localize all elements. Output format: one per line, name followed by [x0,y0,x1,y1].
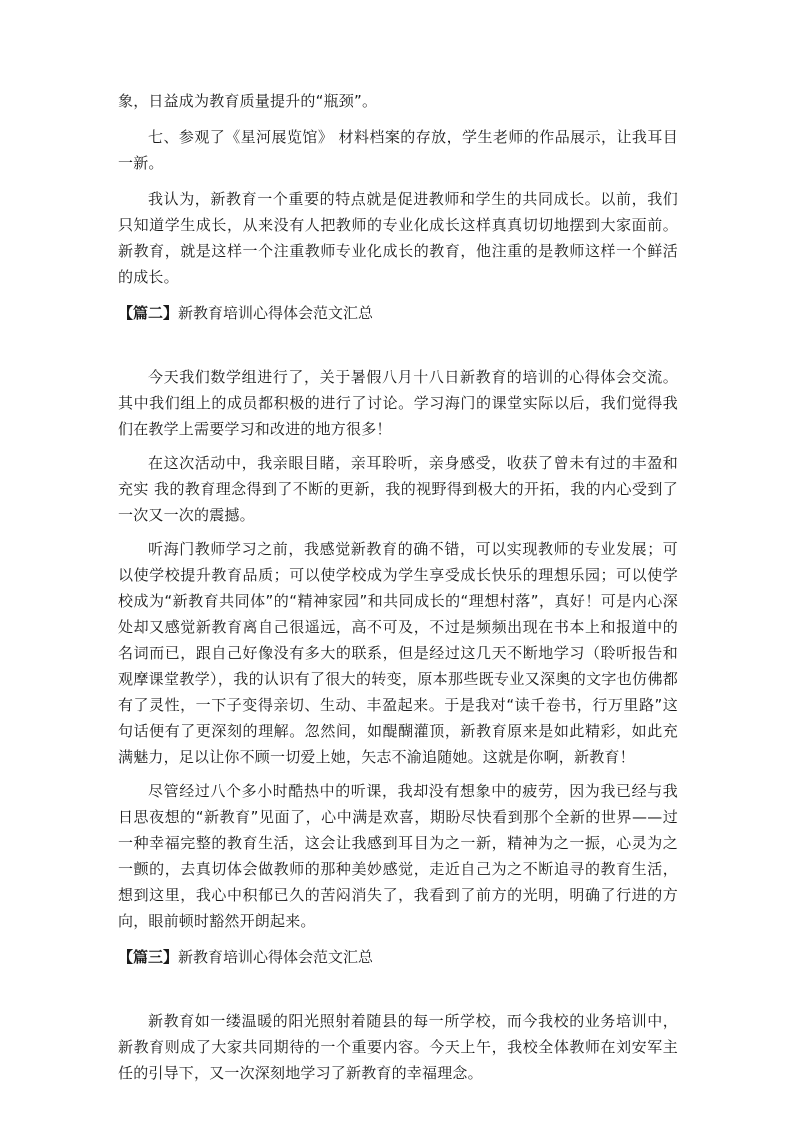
heading-title: 新教育培训心得体会范文汇总 [178,304,374,322]
paragraph-part-three-1: 新教育如一缕温暖的阳光照射着随县的每一所学校，而今我校的业务培训中，新教育则成了大家共同期待的一个重要内容。今天上午，我校全体教师在刘安军主任的引导下，又一次深刻地学习了新教育的幸福理念。 [118,1012,678,1082]
section-heading-part-three [118,944,678,970]
heading-bracket-label: 【篇三】 [118,948,179,966]
section-heading-part-two [118,300,678,326]
paragraph-part-two-2: 在这次活动中，我亲眼目睹，亲耳聆听，亲身感受，收获了曾未有过的丰盈和充实 我的教育理念得到了不断的更新，我的视野得到极大的开拓，我的内心受到了一次又一次的震撼。 [118,454,678,524]
paragraph-part-two-3: 听海门教师学习之前，我感觉新教育的确不错，可以实现教师的专业发展；可以使学校提升教育品质；可以使学校成为学生享受成长快乐的理想乐园；可以使学校成为“新教育共同体”的“精神家园”和共同成长的“理想村落”，真好！可是内心深处却又感觉新教育离自己很遥远，高不可及，不过是频频出现在书本上和报道中的名词而已，跟自己好像没有多大的联系，但是经过这几天不断地学习（聆听报告和观摩课堂教学），我的认识有了很大的转变，原本那些既专业又深奥的文字也仿佛都有了灵性，一下子变得亲切、生动、丰盈起来。于是我对“读千卷书，行万里路”这句话便有了更深刻的理解。忽然间，如醍醐灌顶，新教育原来是如此精彩，如此充满魅力，足以让你不顾一切爱上她，矢志不渝追随她。这就是你啊，新教育！ [118,540,678,766]
heading-bracket-label: 【篇二】 [118,304,179,322]
paragraph-part-two-4: 尽管经过八个多小时酷热中的听课，我却没有想象中的疲劳，因为我已经与我日思夜想的“新教育”见面了，心中满是欢喜，期盼尽快看到那个全新的世界——过一种幸福完整的教育生活，这会让我感到耳目为之一新，精神为之一振，心灵为之一颤的，去真切体会做教师的那种美妙感觉，走近自己为之不断追寻的教育生活，想到这里，我心中积郁已久的苦闷消失了，我看到了前方的光明，明确了行进的方向，眼前顿时豁然开朗起来。 [118,782,678,930]
heading-title: 新教育培训心得体会范文汇总 [178,948,374,966]
paragraph-continuation: 象，日益成为教育质量提升的“瓶颈”。 [118,92,378,110]
paragraph-conclusion: 我认为，新教育一个重要的特点就是促进教师和学生的共同成长。以前，我们只知道学生成长，从来没有人把教师的专业化成长这样真真切切地摆到大家面前。新教育，就是这样一个注重教师专业化成长的教育，他注重的是教师这样一个鲜活的成长。 [118,190,678,286]
paragraph-part-two-1: 今天我们数学组进行了，关于暑假八月十八日新教育的培训的心得体会交流。其中我们组上的成员都积极的进行了讨论。学习海门的课堂实际以后，我们觉得我们在教学上需要学习和改进的地方很多！ [118,368,678,438]
paragraph-item-seven: 七、参观了《星河展览馆》 材料档案的存放，学生老师的作品展示，让我耳目一新。 [118,128,678,172]
document-page [118,88,678,1086]
